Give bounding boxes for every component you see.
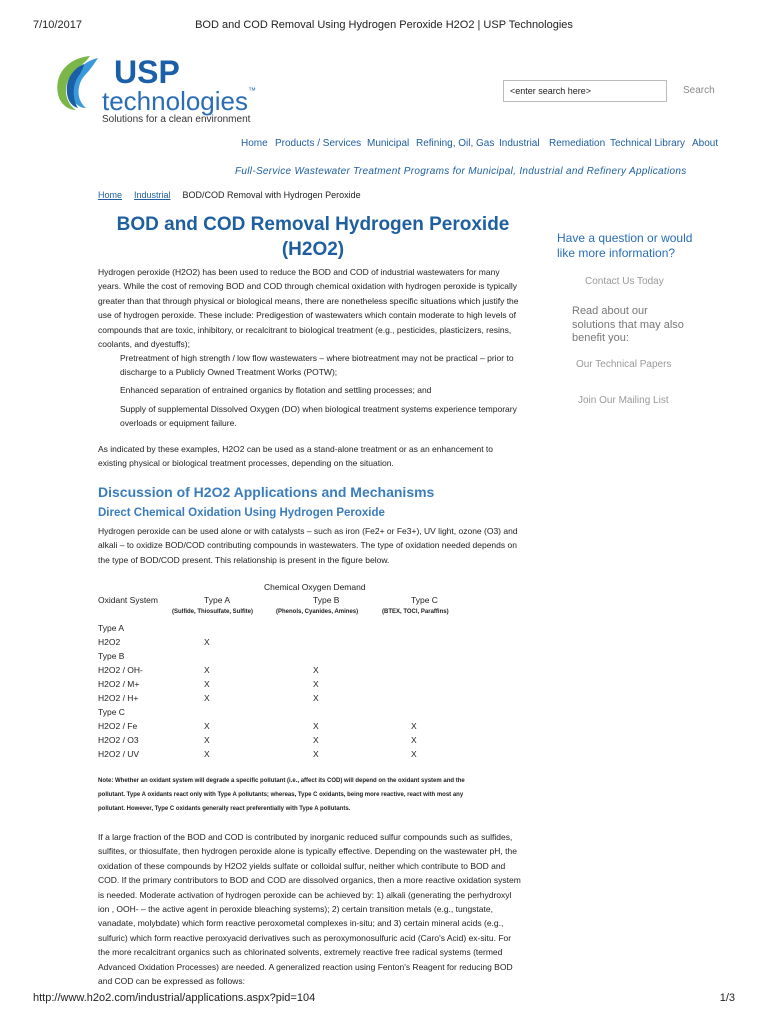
text-line: alkali – to oxidize BOD/COD contributing compounds in wastewaters. The type of oxidation needed depends on	[98, 540, 517, 551]
table-cell: X	[204, 679, 210, 689]
table-row	[98, 679, 518, 693]
text-line: is needed. Moderate activation of hydrogen peroxide can be achieved by: 1) alkali (generating the perhydroxyl	[98, 889, 512, 900]
text-line: pollutant. However, Type C oxidants generally react preferentially with Type A pollutants.	[98, 806, 351, 812]
site-tagline: Full-Service Wastewater Treatment Programs for Municipal, Industrial and Refinery Applications	[235, 166, 687, 177]
table-cell: H2O2 / Fe	[98, 721, 138, 731]
table-row	[98, 693, 518, 707]
usp-logo[interactable]	[50, 50, 260, 130]
text-line: the more recalcitrant organics such as chlorinated solvents, extremely reactive free radical systems (termed	[98, 947, 503, 958]
text-line: sulfuric) which form reactive peroxyacid derivatives such as peroxymonosulfuric acid (Caro's Acid) ex-situ. For	[98, 932, 512, 943]
print-url[interactable]: http://www.h2o2.com/industrial/applications.aspx?pid=104	[33, 992, 316, 1004]
text-line: vanadate, molybdate) which form reactive peroxometal complexes in-situ; and 3) certain mineral acids (e.g.,	[98, 918, 504, 929]
table-row	[98, 623, 518, 637]
breadcrumb-home[interactable]: Home	[98, 190, 123, 200]
text-line: Enhanced separation of entrained organics by flotation and settling processes; and	[120, 385, 432, 395]
table-cell: H2O2 / M+	[98, 679, 140, 689]
list-item	[120, 351, 530, 380]
oxidant-table	[98, 595, 518, 763]
nav-products-services[interactable]: Products / Services	[275, 138, 362, 149]
text-line: discharge to a Publicly Owned Treatment Works (POTW);	[120, 367, 338, 378]
text-line: Supply of supplemental Dissolved Oxygen (DO) when biological treatment systems experience temporary	[120, 404, 517, 414]
table-subheader-row	[98, 609, 518, 623]
table-row	[98, 707, 518, 721]
table-row	[98, 637, 518, 651]
text-line: coolants, and dyestuffs);	[98, 339, 190, 350]
table-header-row	[98, 595, 518, 609]
logo-name	[102, 86, 256, 117]
technical-papers-link[interactable]: Our Technical Papers	[576, 359, 672, 370]
search-button[interactable]: Search	[683, 85, 715, 96]
text-line: compounds that are toxic, inhibitory, or recalcitrant to biological treatment (e.g., pesticides, plasticizers, resins,	[98, 324, 512, 335]
table-row	[98, 749, 518, 763]
logo-tagline: Solutions for a clean environment	[102, 114, 251, 125]
print-page-number: 1/3	[719, 992, 735, 1004]
table-cell: X	[204, 665, 210, 675]
nav-industrial[interactable]: Industrial	[499, 138, 540, 149]
intro-paragraph	[98, 265, 530, 351]
text-line: years. While the cost of removing BOD and COD through chemical oxidation with hydrogen peroxide is typically	[98, 281, 518, 292]
text-line: the type of BOD/COD present. This relationship is present in the figure below.	[98, 554, 390, 565]
section-paragraph	[98, 524, 530, 567]
table-subheader-cell: (BTEX, TOCl, Paraffins)	[382, 609, 449, 615]
table-cell: H2O2 / O3	[98, 735, 139, 745]
list-item	[120, 402, 530, 431]
text-line: Pretreatment of high strength / low flow wastewaters – where biotreatment may not be practical – prior to	[120, 353, 514, 363]
search-input[interactable]: <enter search here>	[503, 80, 667, 102]
text-line: existing physical or biological treatment processes, depending on the situation.	[98, 458, 394, 469]
text-line: ion , OOH- – the active agent in peroxide bleaching systems); 2) certain transition metals (e.g., tungstate,	[98, 904, 493, 915]
text-line: COD. If the primary contributors to BOD and COD are dissolved organics, then a more reactive oxidation system	[98, 875, 521, 886]
nav-about[interactable]: About	[692, 138, 719, 149]
contact-us-link[interactable]: Contact Us Today	[585, 276, 664, 287]
text-line: use of hydrogen peroxide. These include: Predigestion of wastewaters which contain moderate to high levels of	[98, 310, 517, 321]
table-subheader-cell: (Sulfide, Thiosulfate, Sulfite)	[172, 609, 253, 615]
table-body	[98, 623, 518, 763]
section-heading: Discussion of H2O2 Applications and Mechanisms	[98, 484, 435, 500]
table-cell: X	[313, 735, 319, 745]
logo-tm: ™	[248, 86, 256, 95]
text-line: Have a question or would	[557, 231, 693, 245]
table-cell: Type C	[98, 707, 125, 717]
nav-technical-library[interactable]: Technical Library	[610, 138, 686, 149]
nav-home[interactable]: Home	[241, 138, 268, 149]
table-cell: X	[204, 693, 210, 703]
table-cell: X	[411, 721, 417, 731]
page-title	[98, 212, 528, 262]
nav-municipal[interactable]: Municipal	[367, 138, 410, 149]
breadcrumb-current: BOD/COD Removal with Hydrogen Peroxide	[182, 190, 361, 200]
text-line: Hydrogen peroxide can be used alone or with catalysts – such as iron (Fe2+ or Fe3+), UV light, ozone (O3) and	[98, 526, 518, 536]
table-header-cell: Type C	[411, 595, 438, 605]
section-subheading: Direct Chemical Oxidation Using Hydrogen Peroxide	[98, 507, 385, 519]
print-date: 7/10/2017	[33, 19, 82, 31]
table-cell: X	[313, 665, 319, 675]
nav-refining-oil-gas[interactable]: Refining, Oil, Gas	[416, 138, 495, 149]
text-line: Note: Whether an oxidant system will degrade a specific pollutant (i.e., affect its COD) will depend on the oxidant system and the	[98, 778, 465, 784]
nav-remediation[interactable]: Remediation	[549, 138, 606, 149]
table-cell: X	[411, 735, 417, 745]
logo-brand: USP	[114, 54, 180, 90]
text-line: If a large fraction of the BOD and COD is contributed by inorganic reduced sulfur compounds such as sulfides,	[98, 832, 513, 842]
text-line: solutions that may also	[572, 318, 684, 331]
table-row	[98, 721, 518, 735]
table-cell: X	[411, 749, 417, 759]
logo-name-text: technologies	[102, 86, 248, 116]
page-title-line-2: (H2O2)	[281, 239, 345, 260]
table-cell: X	[204, 749, 210, 759]
list-item	[120, 383, 530, 397]
mailing-list-link[interactable]: Join Our Mailing List	[578, 395, 669, 406]
table-cell: X	[204, 735, 210, 745]
table-header-cell: Oxidant System	[98, 595, 158, 605]
table-cell: X	[204, 721, 210, 731]
table-subheader-cell: (Phenols, Cyanides, Amines)	[276, 609, 359, 615]
text-line: Hydrogen peroxide (H2O2) has been used to reduce the BOD and COD of industrial wastewaters for many	[98, 267, 500, 277]
text-line: and COD can be expressed as follows:	[98, 976, 245, 987]
print-title: BOD and COD Removal Using Hydrogen Peroxide H2O2 | USP Technologies	[195, 19, 573, 31]
text-line: Read about our	[572, 305, 648, 317]
text-line: pollutant. Type A oxidants react only with Type A pollutants; whereas, Type C oxidants, being more reactive, react with most any	[98, 792, 464, 798]
table-caption: Chemical Oxygen Demand	[264, 582, 366, 592]
table-cell: H2O2 / H+	[98, 693, 139, 703]
table-cell: H2O2 / UV	[98, 749, 140, 759]
text-line: like more information?	[557, 246, 676, 260]
page-title-line-1: BOD and COD Removal Hydrogen Peroxide	[116, 214, 510, 235]
text-line: Advanced Oxidation Processes) are needed. A generalized reaction using Fenton's Reagent for reducing BOD	[98, 961, 513, 972]
table-cell: H2O2	[98, 637, 121, 647]
main-nav	[0, 138, 768, 152]
sidebar-question	[557, 231, 707, 261]
table-cell: Type A	[98, 623, 124, 633]
sidebar-read-about	[572, 305, 702, 346]
paragraph-3	[98, 830, 530, 988]
table-cell: X	[204, 637, 210, 647]
table-cell: H2O2 / OH-	[98, 665, 143, 675]
breadcrumb-industrial[interactable]: Industrial	[134, 190, 171, 200]
text-line: As indicated by these examples, H2O2 can be used as a stand-alone treatment or as an enhancement to	[98, 444, 494, 454]
text-line: benefit you:	[572, 332, 629, 344]
text-line: oxidation of these compounds by H2O2 yields sulfate or colloidal sulfur, neither which contribute to BOD and	[98, 860, 506, 871]
table-cell: X	[313, 721, 319, 731]
table-note	[98, 774, 518, 816]
table-header-cell: Type B	[313, 595, 340, 605]
table-cell: X	[313, 749, 319, 759]
table-row	[98, 735, 518, 749]
table-row	[98, 665, 518, 679]
text-line: overloads or equipment failure.	[120, 418, 237, 429]
text-line: sulfites, or thiosulfate, then hydrogen peroxide alone is typically effective. Depending on the wastewater pH, the	[98, 846, 517, 857]
table-cell: X	[313, 679, 319, 689]
table-cell: X	[313, 693, 319, 703]
table-header-cell: Type A	[204, 595, 230, 605]
text-line: greater than that through physical or biological means, there are nonetheless specific situations which justify the	[98, 295, 519, 306]
table-cell: Type B	[98, 651, 125, 661]
paragraph-2	[98, 442, 530, 471]
table-row	[98, 651, 518, 665]
breadcrumb	[98, 190, 361, 200]
